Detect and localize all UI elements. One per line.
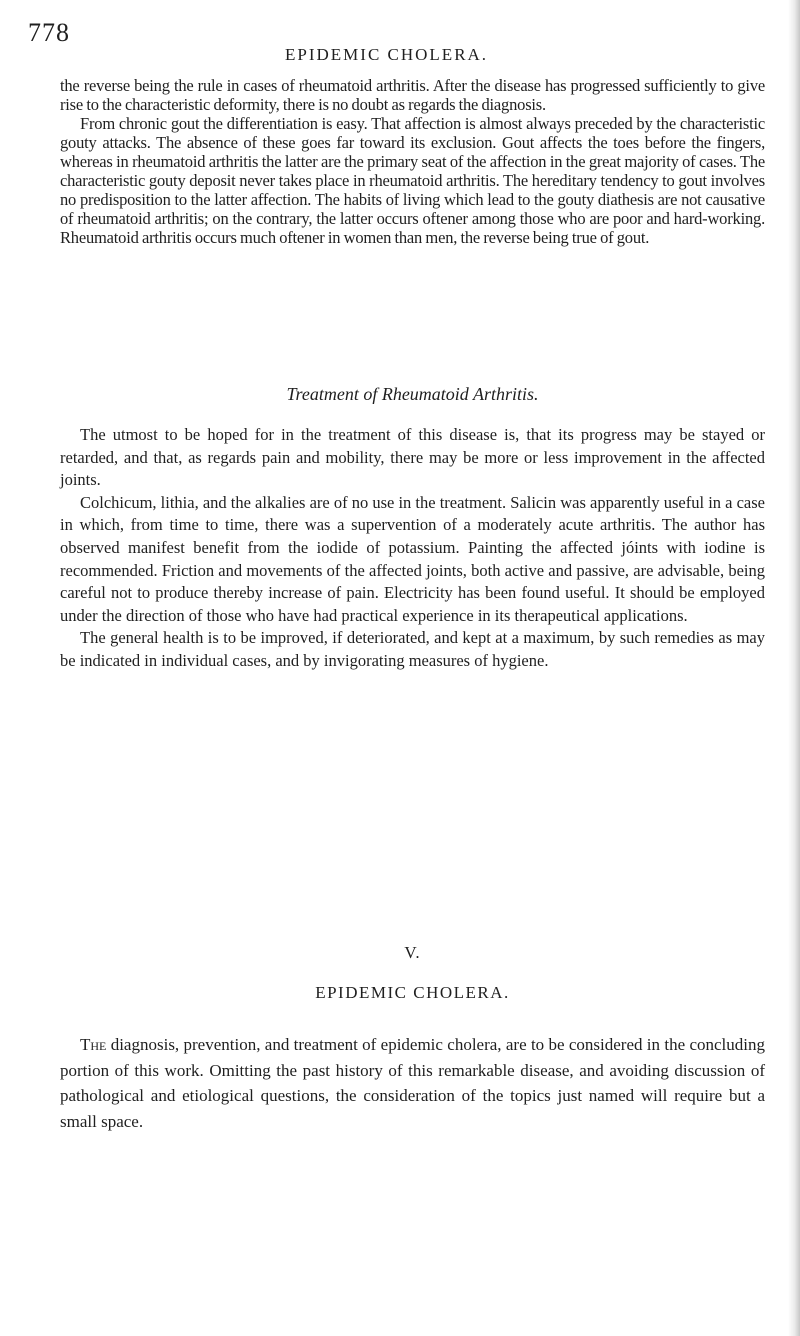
chapter-body-text: diagnosis, prevention, and treatment of epidemic cholera, are to be considered in the concluding portion of this work. Omitting the past history of this remarkable disease, and avoiding discussion of pathological and etiological questions, the consideration of the topics just named will require but a small space. (60, 1035, 765, 1131)
page-number: 778 (28, 18, 70, 47)
paragraph: The general health is to be improved, if deteriorated, and kept at a maximum, by such remedies as may be indicated in individual cases, and by invigorating measures of hygiene. (60, 628, 765, 670)
chapter-intro-text (60, 1032, 765, 1134)
chapter-number: V. (404, 943, 421, 962)
paragraph (60, 1032, 765, 1134)
paragraph: Colchicum, lithia, and the alkalies are of no use in the treatment. Salicin was apparently useful in a case in which, from time to time, there was a supervention of a moderately acute arthritis. The author has observed manifest benefit from the iodide of potassium. Painting the affected jóints with iodine is recommended. Friction and movements of the affected joints, both active and passive, are advisable, being careful not to produce thereby increase of pain. Electricity has been found useful. It should be employed under the direction of those who have had practical experience in its therapeutical applications. (60, 492, 765, 625)
running-head: EPIDEMIC CHOLERA. (285, 45, 489, 64)
gout-differentiation-text (60, 76, 765, 247)
page-edge-shadow (788, 0, 800, 1336)
chapter-title: EPIDEMIC CHOLERA. (315, 983, 510, 1002)
paragraph: the reverse being the rule in cases of rheumatoid arthritis. After the disease has progressed sufficiently to give rise to the characteristic deformity, there is no doubt as regards the diagnosis. (60, 76, 765, 114)
paragraph: From chronic gout the differentiation is easy. That affection is almost always preceded by the characteristic gouty attacks. The absence of these goes far toward its exclusion. Gout affects the toes before the fingers, whereas in rheumatoid arthritis the latter are the primary seat of the affection in the great majority of cases. The characteristic gouty deposit never takes place in rheumatoid arthritis. The hereditary tendency to gout involves no predisposition to the latter affection. The habits of living which lead to the gouty diathesis are not causative of rheumatoid arthritis; on the contrary, the latter occurs oftener among those who are poor and hard-working. Rheumatoid arthritis occurs much oftener in women than men, the reverse being true of gout. (60, 114, 765, 247)
paragraph: The utmost to be hoped for in the treatment of this disease is, that its progress may be stayed or retarded, and that, as regards pain and mobility, there may be more or less improvement in the affected joints. (60, 425, 765, 490)
chapter-lead-word: The (80, 1035, 107, 1054)
section-title: Treatment of Rheumatoid Arthritis. (286, 384, 539, 404)
treatment-text (60, 424, 765, 673)
